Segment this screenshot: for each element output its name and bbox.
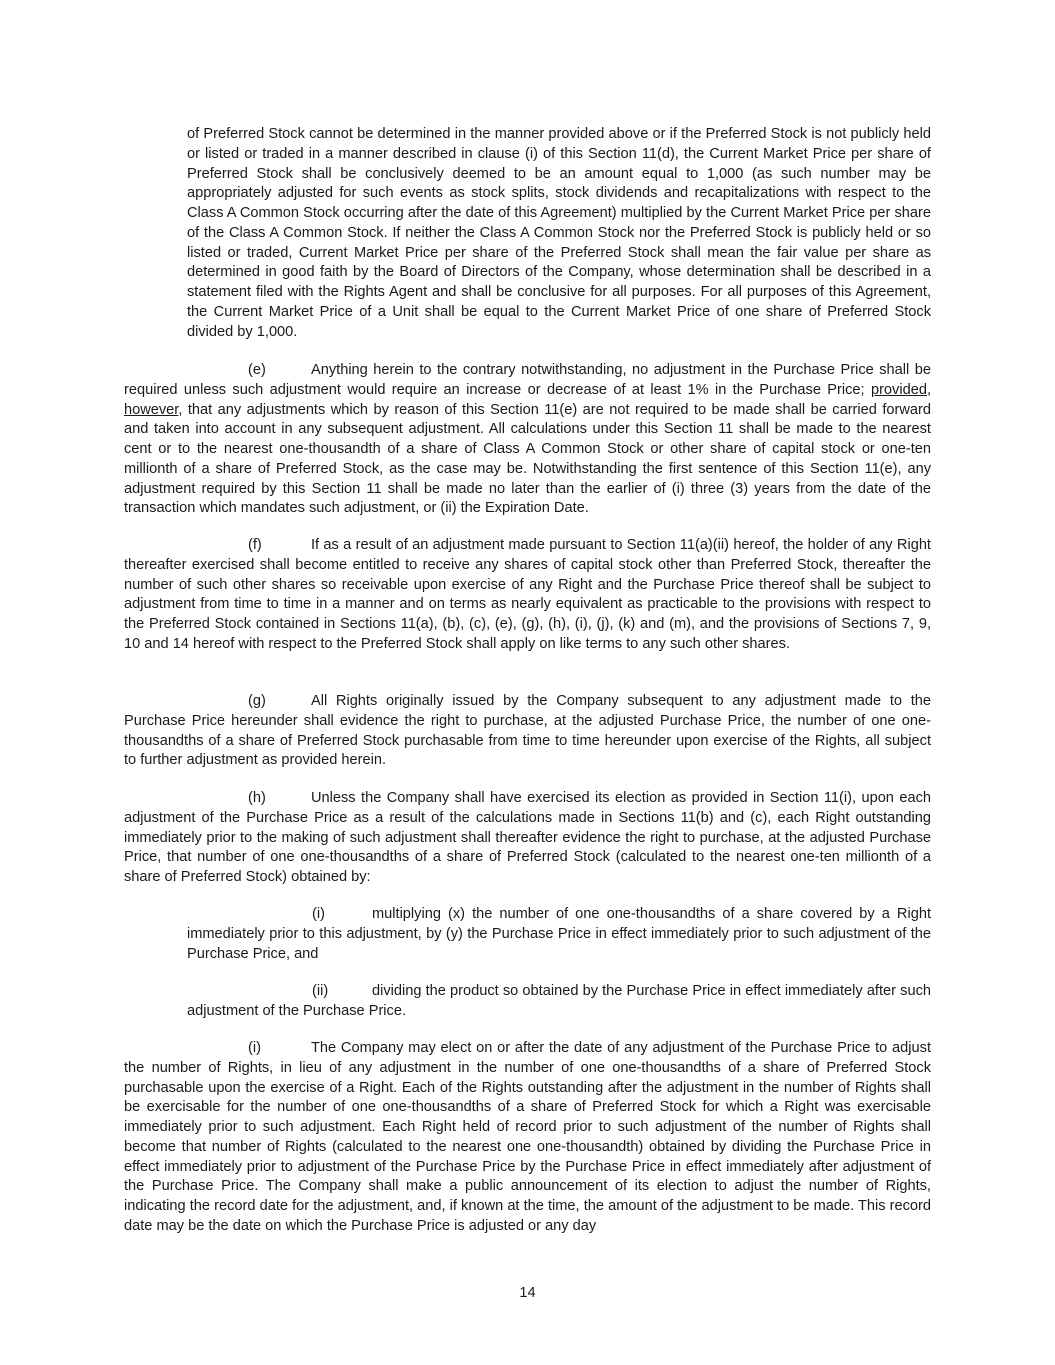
page-number: 14 (519, 1285, 536, 1301)
section-label: (i) (312, 906, 325, 922)
paragraph-g (124, 692, 931, 771)
paragraph-text: dividing the product so obtained by the Purchase Price in effect immediately after such adjustment of the Purchase Price. (187, 983, 931, 1019)
paragraph-text: The Company may elect on or after the date of any adjustment of the Purchase Price to adjust the number of Rights, in lieu of any adjustment in the number of one one-thousandths of a share of Preferred Stock purchasable upon the exercise of a Right. Each of the Rights outstanding after the adjustment in the number of Rights shall be exercisable for the number of one one-thousandths of a share of Preferred Stock for which a Right was exercisable immediately prior to such adjustment. Each Right held of record prior to such adjustment of the number of Rights shall become that number of Rights (calculated to the nearest one one-thousandth) obtained by dividing the Purchase Price in effect immediately prior to adjustment of the Purchase Price by the Purchase Price in effect immediately after adjustment of the Purchase Price. The Company shall make a public announcement of its election to adjust the number of Rights, indicating the record date for the adjustment, and, if known at the time, the amount of the adjustment to be made. This record date may be the date on which the Purchase Price is adjusted or any day (124, 1040, 931, 1234)
section-label: (f) (248, 537, 262, 553)
section-label: (ii) (312, 983, 329, 999)
paragraph-f (124, 536, 931, 655)
paragraph-text: Anything herein to the contrary notwithstanding, no adjustment in the Purchase Price shall be required unless such adjustment would require an increase or decrease of at least 1% in the Purchase Price; (124, 362, 931, 398)
paragraph-text: , (926, 381, 931, 398)
section-label: (i) (248, 1040, 261, 1056)
paragraph-h-i (187, 905, 931, 964)
paragraph-h (124, 789, 931, 888)
paragraph-d-continuation (187, 125, 931, 342)
provided-term: provided (870, 381, 927, 398)
however-term: however (124, 401, 179, 418)
section-label: (e) (248, 362, 266, 378)
paragraph-text: multiplying (x) the number of one one-thousandths of a share covered by a Right immediately prior to this adjustment, by (y) the Purchase Price in effect immediately prior to such adjustment of the Purchase Price, and (187, 906, 931, 962)
paragraph-text: Unless the Company shall have exercised its election as provided in Section 11(i), upon each adjustment of the Purchase Price as a result of the calculations made in Sections 11(b) and (c), each Right outstanding immediately prior to the making of such adjustment shall thereafter evidence the right to purchase, at the adjusted Purchase Price, that number of one one-thousandths of a share of Preferred Stock (calculated to the nearest one-ten millionth of a share of Preferred Stock) obtained by: (124, 790, 931, 885)
paragraph-e (124, 361, 931, 519)
section-label: (h) (248, 790, 266, 806)
paragraph-text: If as a result of an adjustment made pursuant to Section 11(a)(ii) hereof, the holder of any Right thereafter exercised shall become entitled to receive any shares of capital stock other than Preferred Stock, thereafter the number of such other shares so receivable upon exercise of any Right and the Purchase Price thereof shall be subject to adjustment from time to time in a manner and on terms as nearly equivalent as practicable to the provisions with respect to the Preferred Stock contained in Sections 11(a), (b), (c), (e), (g), (h), (i), (j), (k) and (m), and the provisions of Sections 7, 9, 10 and 14 hereof with respect to the Preferred Stock shall apply on like terms to any such other shares. (124, 537, 931, 652)
paragraph-text: of Preferred Stock cannot be determined in the manner provided above or if the Preferred Stock is not publicly held or listed or traded in a manner described in clause (i) of this Section 11(d), the Current Market Price per share of Preferred Stock shall be conclusively deemed to be an amount equal to 1,000 (as such number may be appropriately adjusted for such events as stock splits, stock dividends and recapitalizations with respect to the Class A Common Stock occurring after the date of this Agreement) multiplied by the Current Market Price per share of the Class A Common Stock. If neither the Class A Common Stock nor the Preferred Stock is publicly held or so listed or traded, Current Market Price per share of the Preferred Stock shall mean the fair value per share as determined in good faith by the Board of Directors of the Company, whose determination shall be described in a statement filed with the Rights Agent and shall be conclusive for all purposes. For all purposes of this Agreement, the Current Market Price of a Unit shall be equal to the Current Market Price of one share of Preferred Stock divided by 1,000. (187, 126, 931, 340)
paragraph-text: , that any adjustments which by reason of this Section 11(e) are not required to be made shall be carried forward and taken into account in any subsequent adjustment. All calculations under this Section 11 shall be made to the nearest cent or to the nearest one-thousandth of a share of Class A Common Stock or other share of capital stock or one-ten millionth of a share of Preferred Stock, as the case may be. Notwithstanding the first sentence of this Section 11(e), any adjustment required by this Section 11 shall be made no later than the earlier of (i) three (3) years from the date of the transaction which mandates such adjustment, or (ii) the Expiration Date. (124, 401, 931, 517)
paragraph-text: All Rights originally issued by the Company subsequent to any adjustment made to the Purchase Price hereunder shall evidence the right to purchase, at the adjusted Purchase Price, the number of one one-thousandths of a share of Preferred Stock purchasable from time to time hereunder upon exercise of the Rights, all subject to further adjustment as provided herein. (124, 693, 931, 769)
paragraph-h-ii (187, 982, 931, 1022)
paragraph-i (124, 1039, 931, 1237)
section-label: (g) (248, 693, 266, 709)
